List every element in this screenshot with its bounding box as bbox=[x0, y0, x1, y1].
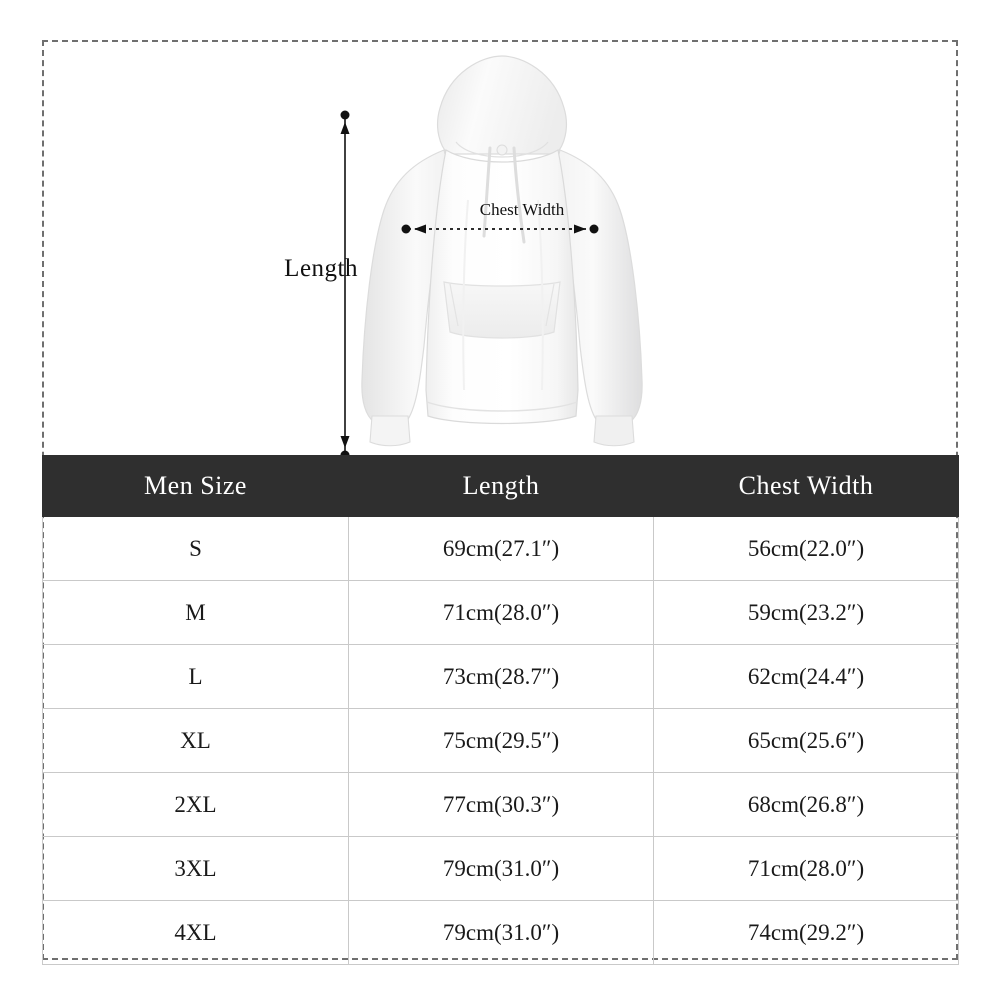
table-row bbox=[43, 581, 959, 645]
column-header-chest: Chest Width bbox=[654, 456, 959, 517]
cell-chest: 59cm(23.2″) bbox=[654, 581, 959, 645]
cell-size: 2XL bbox=[43, 773, 349, 837]
cell-size: 3XL bbox=[43, 837, 349, 901]
cell-chest: 74cm(29.2″) bbox=[654, 901, 959, 965]
table-row bbox=[43, 837, 959, 901]
chest-measure-arrow bbox=[400, 222, 600, 236]
cell-chest: 56cm(22.0″) bbox=[654, 517, 959, 581]
garment-diagram bbox=[42, 40, 958, 455]
table-row bbox=[43, 773, 959, 837]
cell-size: 4XL bbox=[43, 901, 349, 965]
cell-size: S bbox=[43, 517, 349, 581]
cell-length: 79cm(31.0″) bbox=[349, 837, 654, 901]
cell-size: M bbox=[43, 581, 349, 645]
cell-chest: 65cm(25.6″) bbox=[654, 709, 959, 773]
column-header-size: Men Size bbox=[43, 456, 349, 517]
cell-length: 75cm(29.5″) bbox=[349, 709, 654, 773]
cell-chest: 62cm(24.4″) bbox=[654, 645, 959, 709]
size-table bbox=[42, 455, 959, 965]
cell-size: L bbox=[43, 645, 349, 709]
cell-length: 71cm(28.0″) bbox=[349, 581, 654, 645]
cell-chest: 68cm(26.8″) bbox=[654, 773, 959, 837]
table-row bbox=[43, 645, 959, 709]
cell-length: 77cm(30.3″) bbox=[349, 773, 654, 837]
cell-size: XL bbox=[43, 709, 349, 773]
cell-length: 79cm(31.0″) bbox=[349, 901, 654, 965]
column-header-length: Length bbox=[349, 456, 654, 517]
cell-chest: 71cm(28.0″) bbox=[654, 837, 959, 901]
chest-width-label: Chest Width bbox=[479, 200, 565, 219]
hoodie-illustration bbox=[332, 50, 672, 450]
table-row bbox=[43, 709, 959, 773]
table-row bbox=[43, 901, 959, 965]
cell-length: 69cm(27.1″) bbox=[349, 517, 654, 581]
cell-length: 73cm(28.7″) bbox=[349, 645, 654, 709]
table-row bbox=[43, 517, 959, 581]
length-measure-label: Length bbox=[284, 255, 358, 282]
length-measure-arrow bbox=[338, 110, 352, 460]
table-header-row bbox=[43, 456, 959, 517]
